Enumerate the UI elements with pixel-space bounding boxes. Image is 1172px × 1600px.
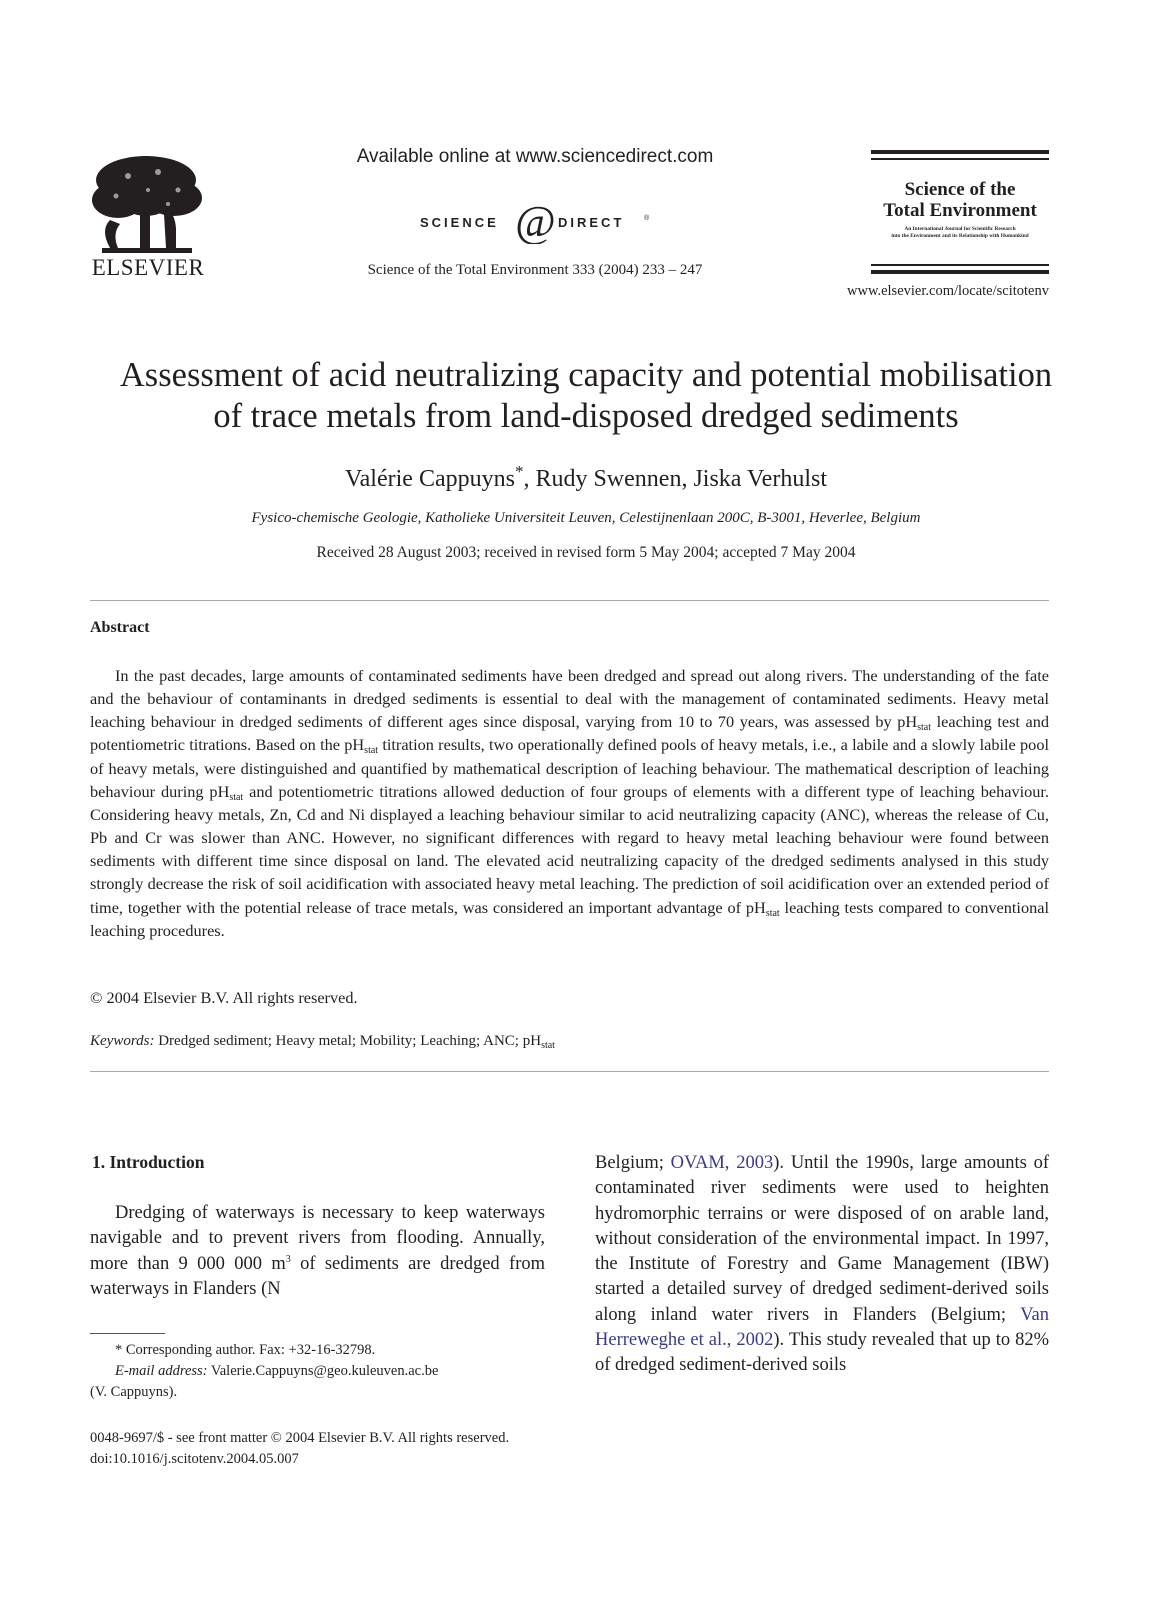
journal-url[interactable]: www.elsevier.com/locate/scitotenv [847, 283, 1049, 299]
ph-subscript: stat [917, 722, 932, 734]
abstract-heading: Abstract [90, 619, 150, 636]
intro-text-segment: ). This study revealed that up to 82% of dredged sediment-derived soils [595, 1330, 1049, 1376]
footnote-line: * Corresponding author. Fax: +32-16-32798. [115, 1342, 376, 1358]
ph-term: pH [344, 735, 365, 755]
masthead-title-line: Total Environment [883, 200, 1037, 221]
sd-logo-registered-mark: ® [644, 215, 650, 222]
author-names: , Rudy Swennen, Jiska Verhulst [523, 466, 828, 492]
abstract-segment: leaching test and potentiometric titrations. Based on the [90, 712, 1050, 755]
paper-title-line: Assessment of acid neutralizing capacity and potential mobilisation [119, 356, 1053, 394]
sciencedirect-logo [420, 196, 652, 244]
abstract-segment: In the past decades, large amounts of contaminated sediments have been dredged and spread out along rivers. The understanding of the fate and the behaviour of contaminants in dredged sediments is essential to deal with the management of contaminated sediments. Heavy metal leaching behaviour in dredged sediments of different ages since disposal, varying from 10 to 70 years, was assessed by [90, 666, 1049, 732]
ph-subscript: stat [765, 907, 780, 919]
divider [90, 600, 1049, 601]
intro-paragraph-left [90, 1201, 545, 1302]
masthead-rule [871, 270, 1049, 274]
citation-link[interactable]: Van Herreweghe et al., 2002 [595, 1304, 1049, 1351]
keywords-label: Keywords: [90, 1033, 155, 1049]
front-matter [90, 1428, 509, 1470]
issn-line: 0048-9697/$ - see front matter © 2004 Elsevier B.V. All rights reserved. [90, 1430, 510, 1446]
email-label: E-mail address: [115, 1363, 208, 1379]
footnote-rule [90, 1333, 165, 1334]
masthead-rule [871, 264, 1049, 266]
ph-subscript: stat [541, 1040, 555, 1051]
abstract-segment: leaching tests compared to conventional leaching procedures. [90, 897, 1049, 940]
keywords-list: Dredged sediment; Heavy metal; Mobility; Leaching; ANC; [154, 1033, 523, 1049]
email-address[interactable]: Valerie.Cappuyns@geo.kuleuven.ac.be [207, 1363, 439, 1379]
intro-text-segment: Belgium; [595, 1153, 671, 1173]
masthead-subtitle-line: An International Journal for Scientific Research [904, 226, 1016, 232]
masthead-subtitle-line: into the Environment and its Relationship with Humankind [891, 233, 1029, 239]
superscript: 3 [285, 1253, 291, 1265]
author-list [60, 462, 1112, 493]
intro-text-segment: ). Until the 1990s, large amounts of contaminated river sediments were used to heighten hydromorphic terrains or were disposed of on arable land, without consideration of the environmental impact. In 1997, the Institute of Forestry and Game Management (IBW) started a detailed survey of dredged sediment-derived soils along inland water rivers in Flanders (Belgium; [595, 1153, 1049, 1325]
masthead-title [871, 179, 1049, 221]
abstract-copyright: © 2004 Elsevier B.V. All rights reserved. [90, 988, 358, 1007]
intro-text-segment: of sediments are dredged from waterways in Flanders (N [90, 1253, 545, 1299]
intro-text-segment: Dredging of waterways is necessary to keep waterways navigable and to prevent rivers from flooding. Annually, more than 9 000 000 m [90, 1203, 545, 1274]
ph-term: pH [209, 781, 230, 801]
paper-title [60, 355, 1112, 437]
intro-paragraph-right [595, 1151, 1049, 1379]
sciencedirect-availability: Available online at www.sciencedirect.com [356, 146, 714, 167]
section-heading-introduction: 1. Introduction [92, 1152, 205, 1172]
sd-logo-direct-text: DIRECT [558, 215, 625, 230]
masthead-title-line: Science of the [904, 179, 1016, 200]
ph-term: pH [897, 712, 918, 732]
paper-title-line: of trace metals from land-disposed dredged sediments [213, 397, 959, 435]
author-name: Valérie Cappuyns [344, 466, 515, 492]
ph-term: pH [522, 1033, 542, 1049]
ph-term: pH [745, 897, 766, 917]
masthead-rule [871, 158, 1049, 160]
keywords [90, 1033, 555, 1050]
abstract-segment: and potentiometric titrations allowed deduction of four groups of elements with a different type of leaching behaviour. Considering heavy metals, Zn, Cd and Ni displayed a leaching behaviour similar to acid neutralizing capacity (ANC), whereas the release of Cu, Pb and Cr was slower than ANC. However, no significant differences with regard to heavy metal leaching behaviour were found between sediments with different time since disposal on land. The elevated acid neutralizing capacity of the dredged sediments analysed in this study strongly decrease the risk of soil acidification with associated heavy metal leaching. The prediction of soil acidification over an extended period of time, together with the potential release of trace metals, was considered an important advantage of [90, 781, 1049, 917]
journal-masthead [871, 150, 1049, 275]
citation-link[interactable]: OVAM, 2003 [670, 1153, 774, 1173]
footnote-line: (V. Cappuyns). [90, 1384, 178, 1400]
ph-subscript: stat [364, 745, 379, 757]
footnote [90, 1340, 545, 1403]
article-history: Received 28 August 2003; received in revised form 5 May 2004; accepted 7 May 2004 [316, 544, 856, 561]
footnote-line [90, 1361, 545, 1382]
sd-logo-science-text: SCIENCE [420, 215, 499, 230]
affiliation: Fysico-chemische Geologie, Katholieke Universiteit Leuven, Celestijnenlaan 200C, B-3001, Heverlee, Belgium [251, 510, 921, 526]
abstract-segment: titration results, two operationally defined pools of heavy metals, i.e., a labile and a slowly labile pool of heavy metals, were distinguished and quantified by mathematical description of leaching behaviour. The mathematical description of leaching behaviour during [90, 735, 1049, 801]
corresponding-author-mark[interactable]: * [514, 462, 524, 481]
abstract-text [90, 664, 1049, 942]
sd-logo-at-mark: @ [515, 197, 556, 244]
doi-line[interactable]: doi:10.1016/j.scitotenv.2004.05.007 [90, 1451, 299, 1467]
ph-subscript: stat [229, 791, 244, 803]
masthead-subtitle [871, 226, 1049, 240]
masthead-rule [871, 150, 1049, 154]
divider [90, 1071, 1049, 1072]
journal-citation: Science of the Total Environment 333 (2004) 233 – 247 [367, 262, 703, 278]
elsevier-wordmark: ELSEVIER [91, 255, 205, 280]
